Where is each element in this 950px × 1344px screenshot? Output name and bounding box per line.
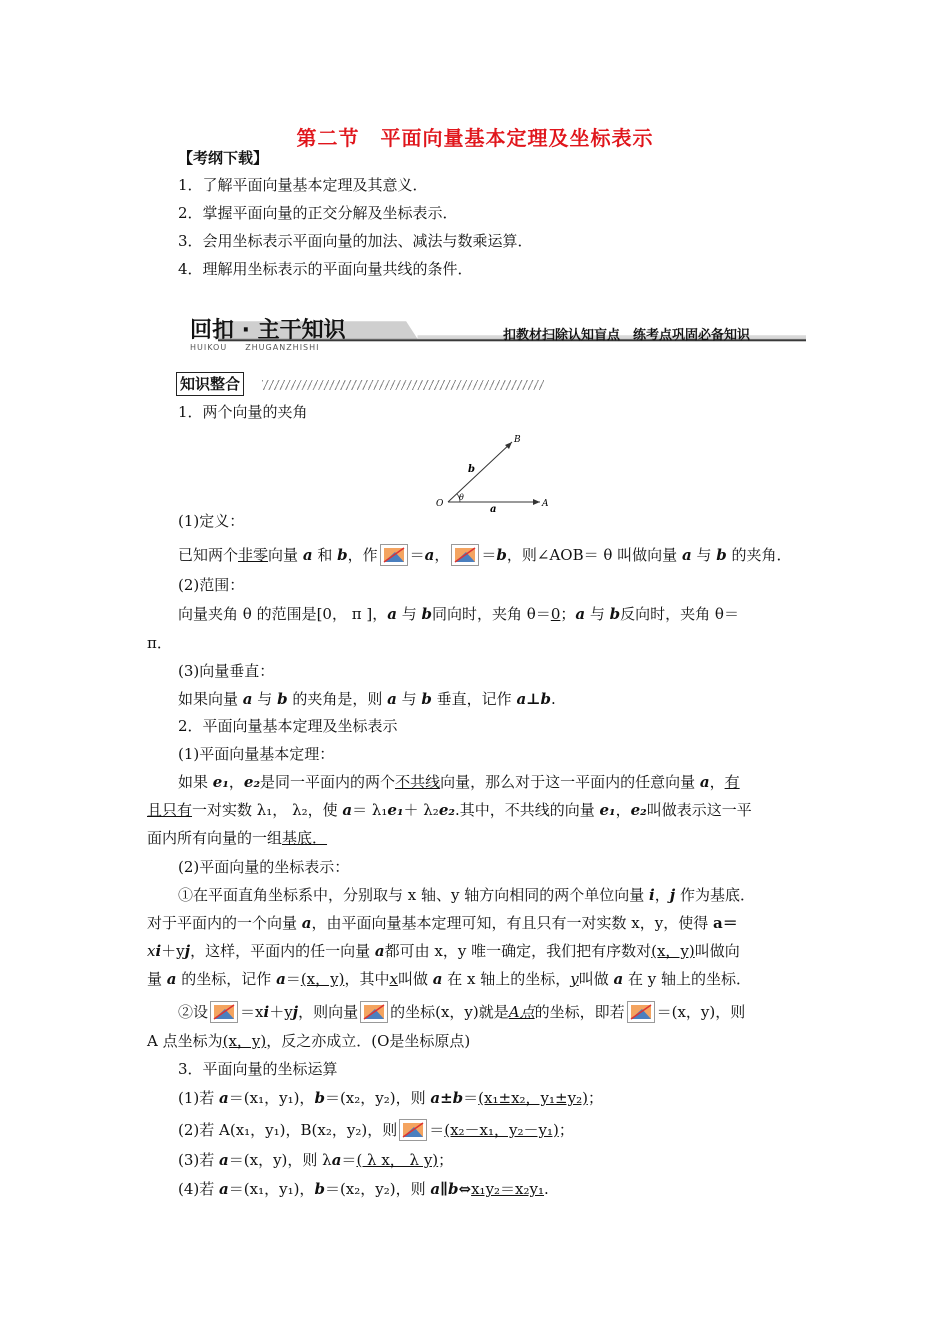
thm-line-1: 如果 e₁，e₂是同一平面内的两个不共线向量，那么对于这一平面内的任意向量 a，有	[178, 773, 740, 791]
thm-line-3: 面内所有向量的一组基底．	[147, 829, 328, 847]
coord-line-3: xi＋yj，这样，平面内的任一向量 a都可由 x，y 唯一确定，我们把有序数对(x，y)叫做向	[147, 942, 740, 960]
def-line: 已知两个非零向量 a 和 b，作 ＝a， ＝b，则∠AOB＝ θ 叫做向量 a 与 b 的夹角．	[178, 546, 792, 564]
vector-image-icon	[380, 544, 408, 566]
range-pi: π．	[147, 634, 172, 652]
range-label: (2)范围：	[178, 576, 245, 594]
label-a: a	[490, 504, 497, 515]
label-A: A	[542, 499, 549, 509]
vector-image-icon	[627, 1001, 655, 1023]
page-title: 第二节 平面向量基本定理及坐标表示	[296, 126, 654, 150]
coord-line-2: 对于平面内的一个向量 a，由平面向量基本定理可知，有且只有一对实数 x，y，使得 a＝	[147, 914, 738, 932]
zhishi-label: 知识整合	[176, 372, 244, 396]
vector-image-icon	[399, 1119, 427, 1141]
range-line: 向量夹角 θ 的范围是[0， π ]，a 与 b同向时，夹角 θ＝0；a 与 b反向时，夹角 θ＝	[178, 605, 739, 623]
op-line-3: (3)若 a＝(x，y)，则 λa＝( λ x， λ y)；	[178, 1151, 454, 1169]
kaogang-item: 3．会用坐标表示平面向量的加法、减法与数乘运算．	[178, 232, 533, 250]
op-line-4: (4)若 a＝(x₁，y₁)，b＝(x₂，y₂)，则 a∥b⇔x₁y₂＝x₂y₁.	[178, 1180, 549, 1198]
label-O: O	[436, 499, 444, 509]
kaogang-heading: 【考纲下载】	[178, 149, 269, 167]
coord-line-1: ①在平面直角坐标系中，分别取与 x 轴、y 轴方向相同的两个单位向量 i，j 作为基底．	[178, 886, 755, 904]
perp-label: (3)向量垂直：	[178, 662, 275, 680]
perp-line: 如果向量 a 与 b 的夹角是，则 a 与 b 垂直，记作 a⊥b.	[178, 690, 556, 708]
op-line-1: (1)若 a＝(x₁，y₁)，b＝(x₂，y₂)，则 a±b＝(x₁±x₂，y₁±y₂)；	[178, 1089, 603, 1107]
coord-line-4: 量 a 的坐标，记作 a＝(x，y)，其中x叫做 a 在 x 轴上的坐标，y叫做 a 在 y 轴上的坐标．	[147, 970, 751, 988]
hatch-divider	[262, 380, 544, 390]
label-b: b	[468, 464, 475, 475]
thm-label: (1)平面向量基本定理：	[178, 745, 335, 763]
thm-line-2: 且只有一对实数 λ₁， λ₂，使 a＝ λ₁e₁＋ λ₂e₂.其中，不共线的向量 e₁，e₂叫做表示这一平	[147, 801, 752, 819]
section-heading: 2．平面向量基本定理及坐标表示	[178, 717, 398, 735]
label-B: B	[514, 435, 521, 445]
kaogang-item: 4．理解用坐标表示的平面向量共线的条件．	[178, 260, 473, 278]
op-line-2: (2)若 A(x₁，y₁)，B(x₂，y₂)，则 ＝(x₂－x₁，y₂－y₁)；	[178, 1121, 574, 1139]
coord-label: (2)平面向量的坐标表示：	[178, 858, 350, 876]
vector-image-icon	[451, 544, 479, 566]
vector-image-icon	[210, 1001, 238, 1023]
section-heading: 1．两个向量的夹角	[178, 403, 308, 421]
coord-line-5: ②设 ＝xi＋yj，则向量 的坐标(x，y)就是A点的坐标，即若 ＝(x，y)，则	[178, 1003, 746, 1021]
banner-subtitle: HUIKOU ZHUGANZHISHI	[190, 343, 320, 352]
kaogang-item: 2．掌握平面向量的正交分解及坐标表示．	[178, 204, 458, 222]
coord-line-6: A 点坐标为(x，y)，反之亦成立．(O是坐标原点)	[147, 1032, 471, 1050]
banner-right-text: 扣教材扫除认知盲点 练考点巩固必备知识	[503, 328, 751, 343]
vector-image-icon	[360, 1001, 388, 1023]
label-theta: θ	[459, 493, 464, 502]
def-label: (1)定义：	[178, 512, 245, 530]
angle-figure	[430, 428, 560, 518]
kaogang-item: 1．了解平面向量基本定理及其意义．	[178, 176, 428, 194]
banner-title: 回扣 · 主干知识	[190, 318, 346, 343]
section-heading: 3．平面向量的坐标运算	[178, 1060, 338, 1078]
